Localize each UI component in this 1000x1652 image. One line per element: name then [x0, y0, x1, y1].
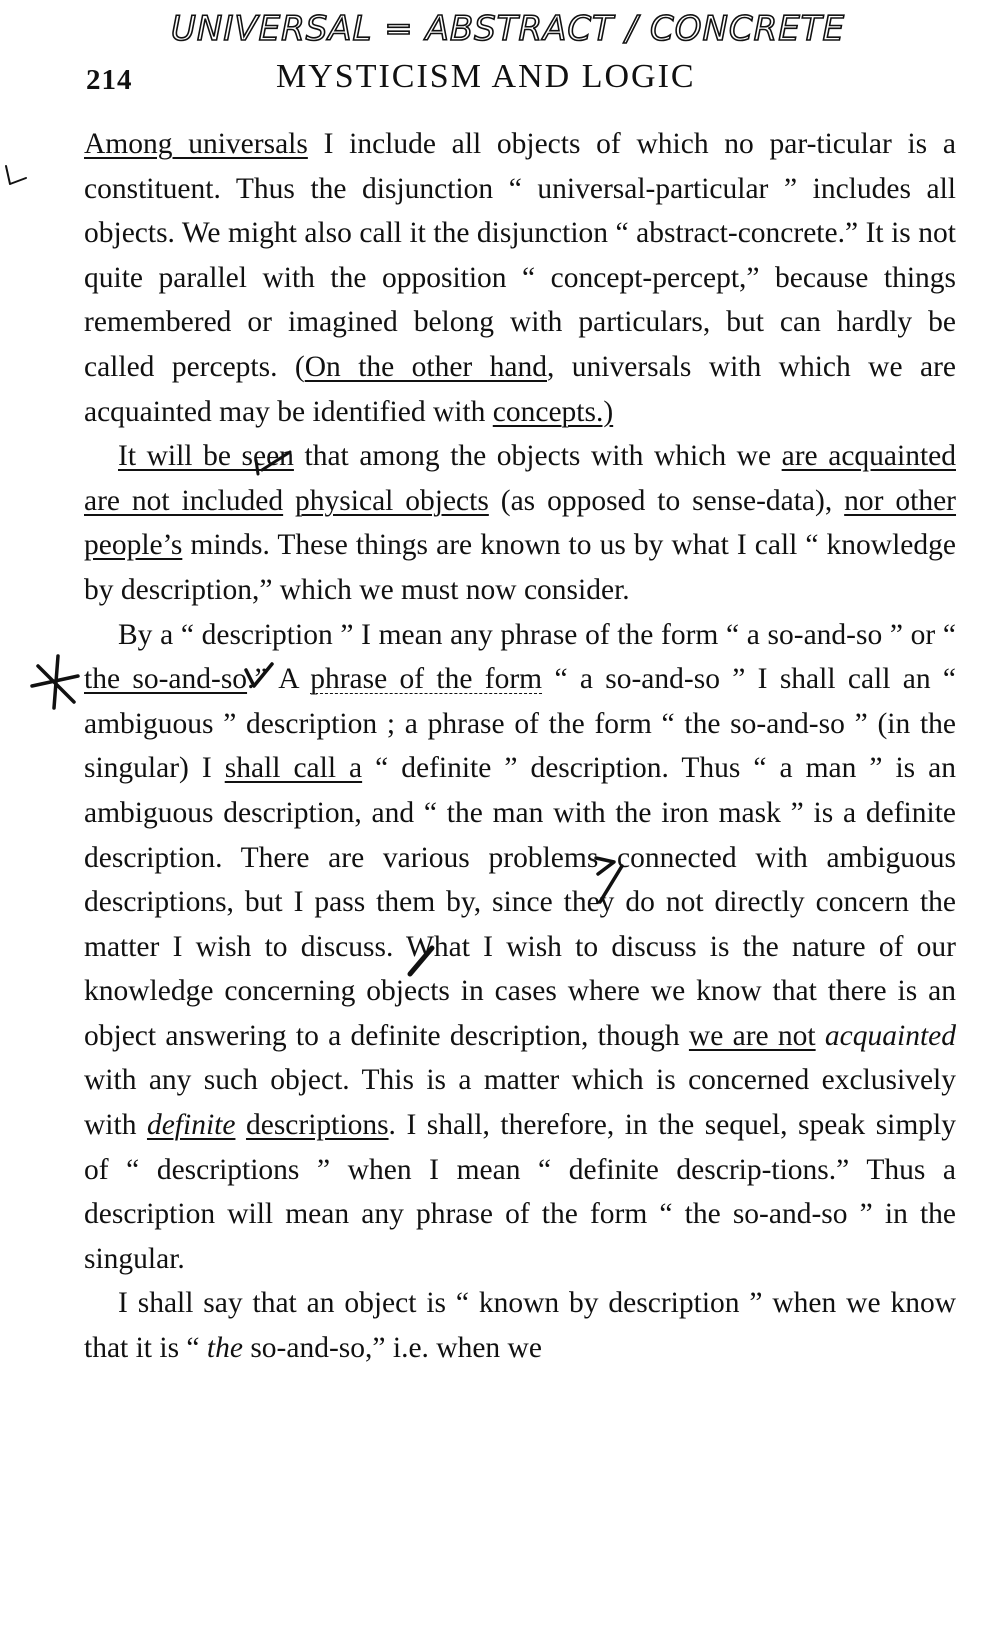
- body-text: [84, 122, 956, 1371]
- running-title: MYSTICISM AND LOGIC: [276, 58, 696, 95]
- handwritten-heading: [165, 2, 845, 54]
- paragraph-text: with any such object. This is a matter which is concerned exclusively with: [84, 1064, 956, 1142]
- underlined-phrase: On the other hand: [304, 350, 548, 383]
- underlined-phrase: physical objects: [295, 484, 489, 517]
- margin-tick-icon: [0, 158, 40, 198]
- underlined-phrase: are acquainted are not included: [84, 440, 956, 517]
- paragraph-4: [84, 1281, 956, 1370]
- paragraph-text: minds. These things are known to us by what I call “ knowledge by description,” which we must now consider.: [84, 529, 956, 606]
- page-number: 214: [86, 64, 133, 96]
- slash-mark-icon: [588, 852, 628, 906]
- paragraph-text: “ definite ” description. Thus “ a man ” is an ambiguous description, and “ the man with the iron mask ” is a definite description. There are various problems connected with ambiguous descriptions, but I pass them by, since they do not directly concern the matter I wish to discuss. What I wish to discuss is the nature of our knowledge concerning objects in cases where we know that there is an object answering to a definite description, though: [84, 752, 957, 1052]
- running-header: [86, 58, 956, 102]
- paragraph-text: .” A: [247, 663, 311, 696]
- underlined-phrase: Among universals: [84, 128, 308, 160]
- paragraph-1: [84, 122, 956, 434]
- check-mark-icon: [252, 448, 296, 478]
- paragraph-text: [235, 1109, 246, 1141]
- slash-mark-icon: [406, 944, 436, 978]
- margin-star-icon: [28, 652, 86, 712]
- paragraph-text: (as opposed to sense-data),: [488, 484, 845, 517]
- italic-word: acquainted: [824, 1019, 957, 1052]
- italic-word: the: [206, 1332, 243, 1365]
- underlined-italic-word: definite: [146, 1109, 236, 1142]
- paragraph-text: I shall say that an object is “ known by description ” when we know that it is “: [84, 1287, 956, 1365]
- paragraph-text: I include all objects of which no par-ticular is a constituent. Thus the disjunction “ universal-particular ” includes all objects. We might also call it the disjunction “ abstract-concrete.” It is not quite parallel with the opposition “ concept-percept,” because things remembered or imagined belong with particulars, but can hardly be called percepts. (: [84, 128, 956, 383]
- paragraph-text: “ a so-and-so ” I shall call an “ ambiguous ” description ; a phrase of the form “ the so-and-so ” (in the singular) I: [84, 663, 956, 785]
- underlined-phrase: shall call a: [224, 752, 363, 785]
- underlined-phrase: concepts.): [492, 395, 614, 428]
- paragraph-text: [816, 1020, 825, 1052]
- underlined-phrase: we are not: [688, 1019, 816, 1052]
- check-mark-icon: [242, 660, 276, 690]
- underlined-phrase: the so-and-so: [84, 663, 248, 696]
- underlined-phrase: nor other people’s: [84, 484, 957, 562]
- paragraph-text: so-and-so,” i.e. when we: [242, 1332, 542, 1365]
- paragraph-3: [84, 613, 956, 1282]
- paragraph-2: [84, 434, 956, 612]
- paragraph-text: , universals with which we are acquainted may be identified with: [84, 350, 956, 428]
- underlined-phrase: phrase of the form: [310, 663, 543, 696]
- paragraph-text: [283, 485, 295, 517]
- paragraph-text: that among the objects with which we: [293, 440, 782, 473]
- paragraph-text: By a “ description ” I mean any phrase of the form “ a so-and-so ” or “: [118, 618, 956, 651]
- underlined-phrase: It will be seen: [118, 440, 294, 473]
- underlined-phrase: descriptions: [245, 1109, 389, 1142]
- paragraph-text: . I shall, therefore, in the sequel, speak simply of “ descriptions ” when I mean “ definite descrip-tions.” Thus a description will mean any phrase of the form “ the so-and-so ” in the singular.: [84, 1109, 957, 1275]
- handwritten-heading-text: UNIVERSAL = ABSTRACT / CONCRETE: [171, 9, 845, 49]
